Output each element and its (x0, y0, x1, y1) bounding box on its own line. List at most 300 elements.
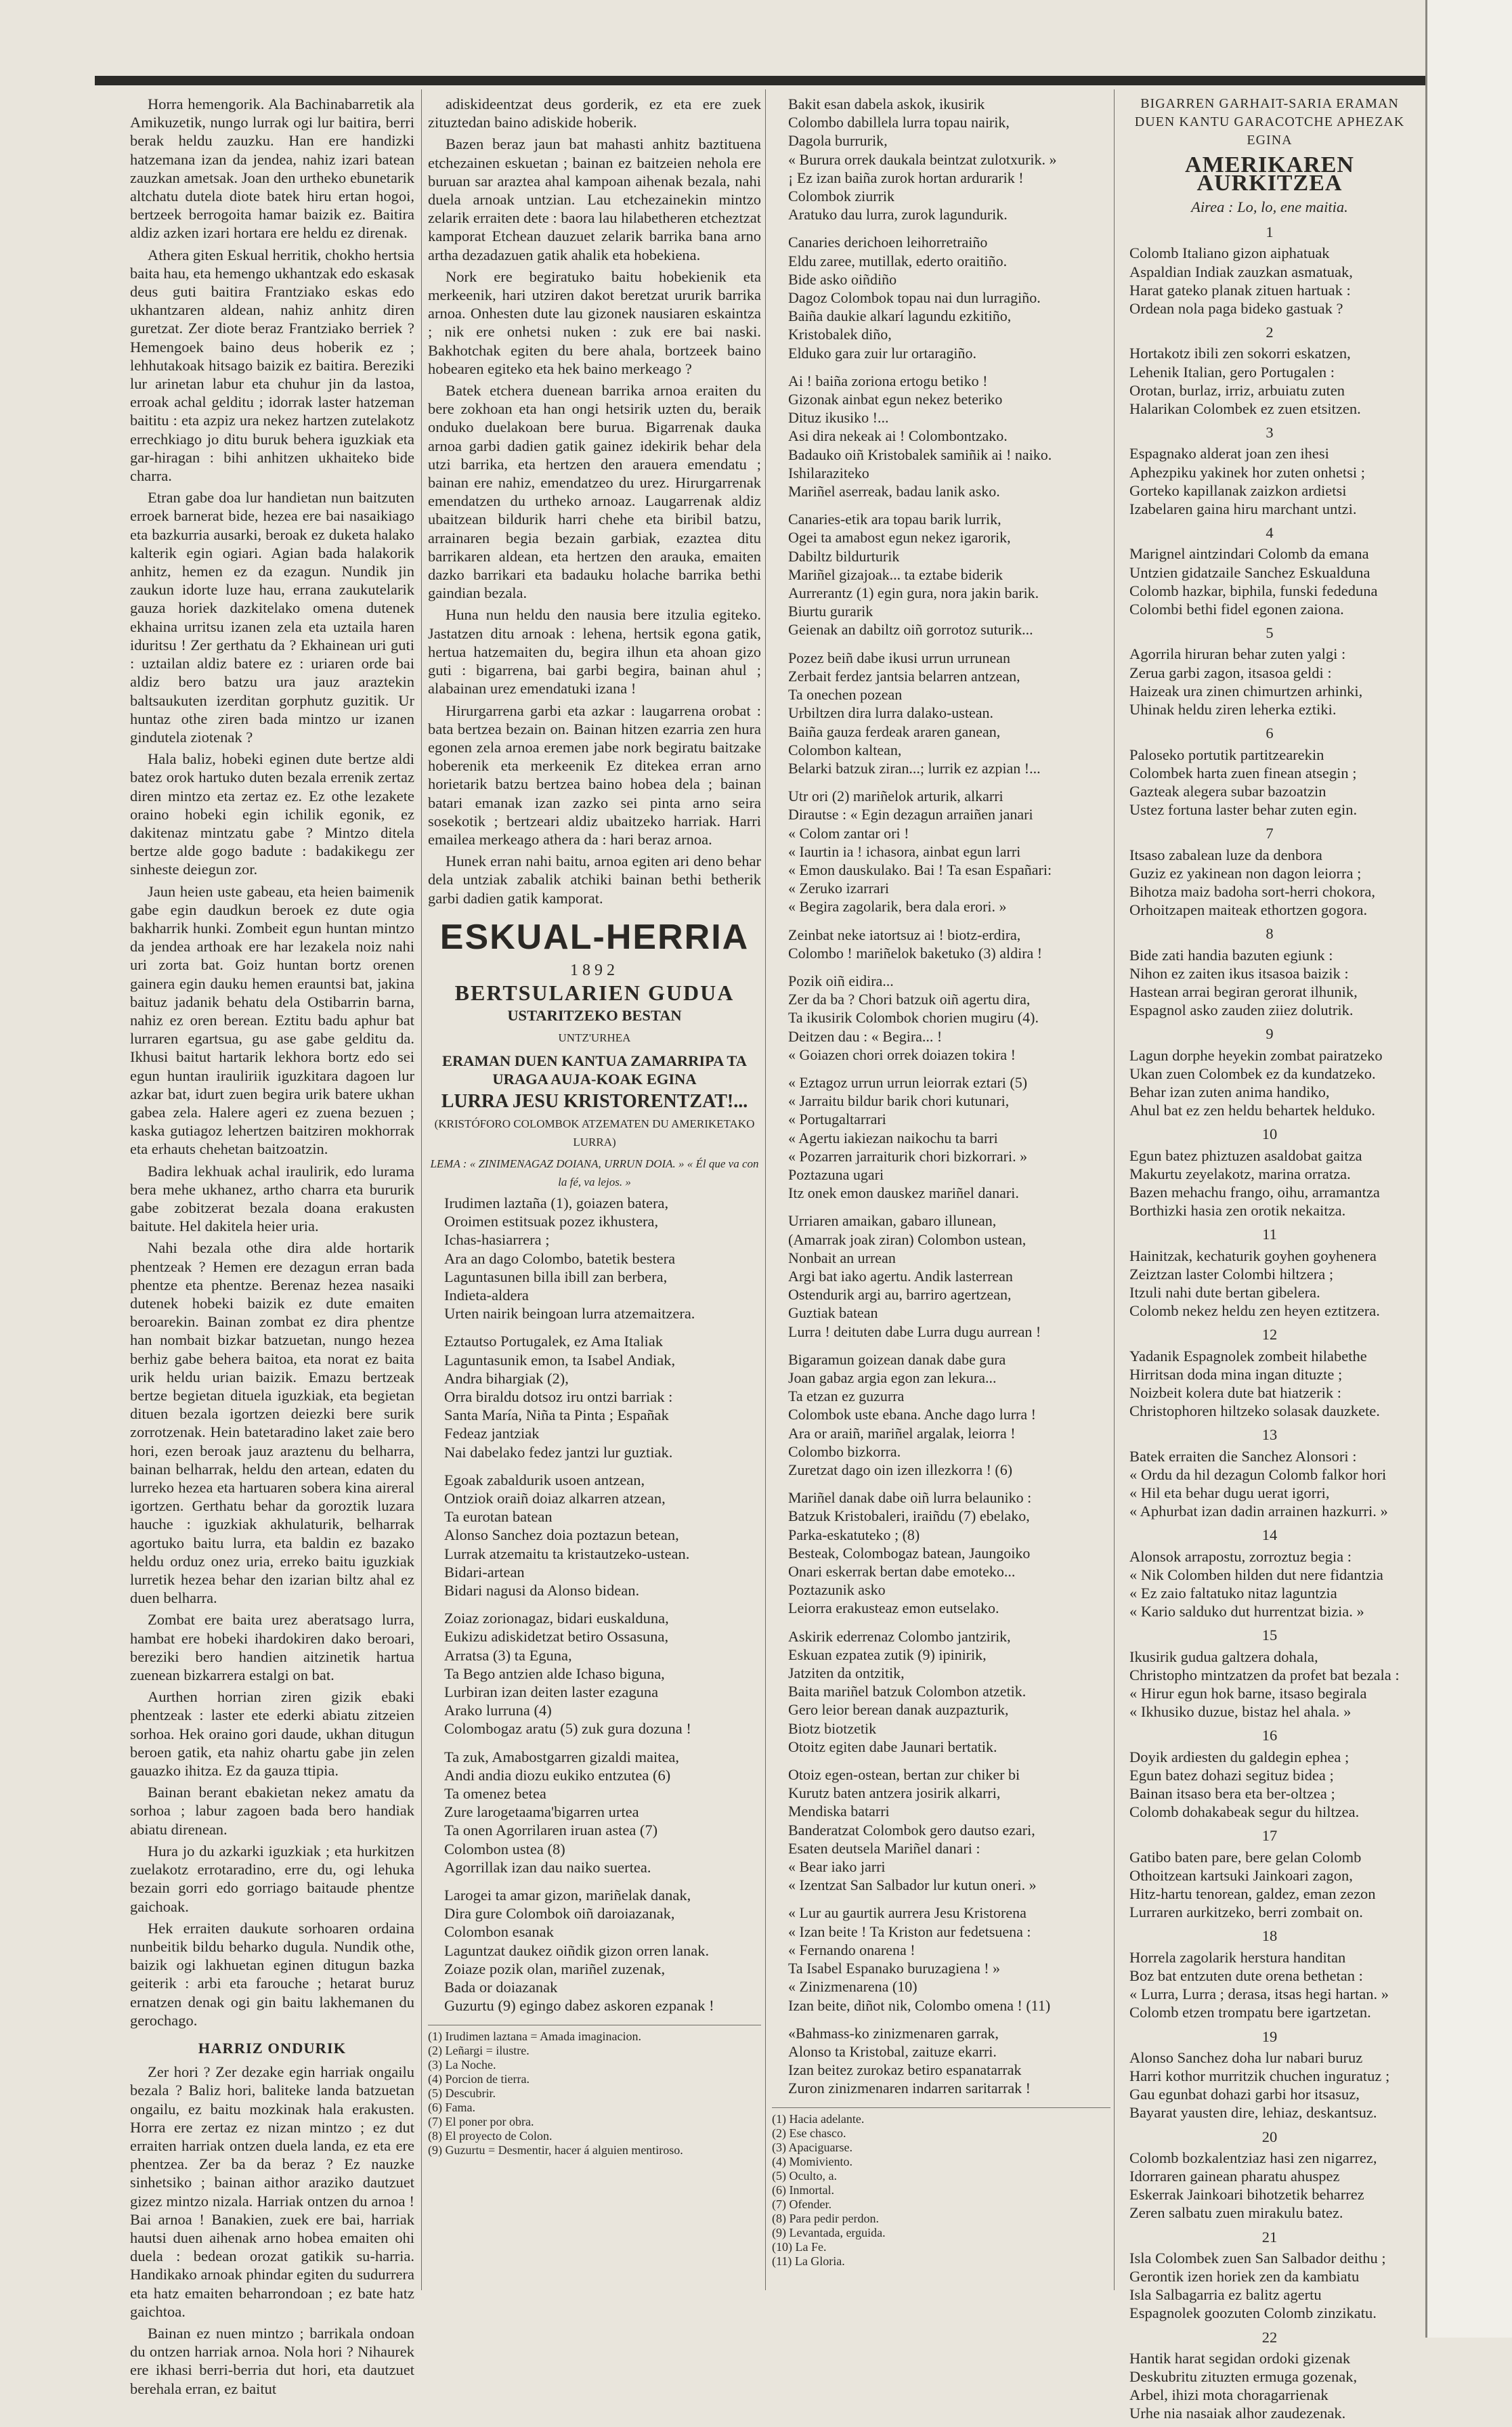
stanza-number: 15 (1261, 1627, 1278, 1644)
stanza-number: 9 (1266, 1025, 1274, 1043)
stanza-line: Gatibo baten pare, bere gelan Colomb (1129, 1848, 1362, 1866)
footnote: (3) Apaciguarse. (772, 2140, 852, 2154)
paragraph: Hek erraiten daukute sorhoaren ordaina nunbeitik bildu beharko dugula. Nundik othe, baizik ogi lakhuetan eginen ditugun bazka geiterik : arbi eta farouche ; hetarat buruz ernatzen denak ogi gin baitu lakhemanen du gerochago. (130, 1919, 414, 2029)
verse-line: Eukizu adiskidetzat betiro Ossasuna, (444, 1628, 669, 1646)
verse-line: Eldu zaree, mutillak, ederto oraitiño. (788, 252, 1008, 270)
verse (428, 1194, 761, 1323)
stanza-line: Deskubritu zituzten ermuga gozenak, (1129, 2367, 1358, 2385)
stanza (1119, 2349, 1421, 2423)
stanza-number: 3 (1266, 424, 1274, 442)
footnote: (4) Porcion de tierra. (428, 2071, 530, 2086)
stanza (1119, 1447, 1421, 1521)
stanza-line: « Nik Colomben hilden dut nere fidantzia (1129, 1566, 1383, 1583)
verse-line: Argi bat iako agertu. Andik lasterrean (788, 1267, 1013, 1285)
footnote: (10) La Fe. (772, 2239, 827, 2254)
verse-line: Indieta-aldera (444, 1286, 529, 1304)
stanza-line: Bihotza maiz badoha sort-herri chokora, (1129, 882, 1375, 900)
verse-line: Ta ikusirik Colombok chorien mugiru (4). (788, 1009, 1039, 1027)
verse-line: Lurra ! deituten dabe Lurra dugu aurrean ! (788, 1323, 1041, 1340)
stanza-line: Hirritsan doda mina ingan dituzte ; (1129, 1365, 1343, 1383)
verse-line: Parka-eskatuteko ; (8) (788, 1526, 920, 1543)
verse-line: Urten nairik beingoan lurra atzemaitzera. (444, 1305, 695, 1323)
verse-line: Guztiak batean (788, 1304, 878, 1322)
verse (428, 1471, 761, 1599)
verse-line: « Eztagoz urrun urrun leiorrak eztari (5) (788, 1073, 1028, 1091)
verse-line: « Burura orrek daukala beintzat zulotxurik. » (788, 150, 1057, 168)
verse-line: Mendiska batarri (788, 1803, 890, 1820)
verse-line: Kurutz baten antzera josirik alkarri, (788, 1784, 1001, 1802)
stanza-line: Hantik harat segidan ordoki gizenak (1129, 2349, 1351, 2367)
stanza-line: Orotan, burlaz, irriz, arbuiatu zuten (1129, 381, 1345, 399)
footnote: (6) Fama. (428, 2100, 475, 2114)
verse-line: Izan beitez zurokaz betiro espanatarrak (788, 2061, 1022, 2079)
verse-line: Andra bihargiak (2), (444, 1369, 569, 1387)
verse-line: Baiña daukie alkarí lagundu ezkitiño, (788, 307, 1012, 325)
verse-line: Dagoz Colombok topau nai dun lurragiño. (788, 289, 1041, 307)
verse-list (772, 95, 1110, 2098)
verse-line: Izan beite, diñot nik, Colombo omena ! (11) (788, 1996, 1051, 2014)
verse-line: Dabiltz bildurturik (788, 547, 900, 565)
verse-line: Zuretzat dago oin izen illezkorra ! (6) (788, 1461, 1013, 1479)
paragraph: Badira lekhuak achal iraulirik, edo lurama bera mehe ukhanez, artho charra eta bururik gabe zobitzerat bezala doana erakusten baitute. Hel dakitela heier uria. (130, 1162, 414, 1235)
verse-line: Nai dabelako fedez jantzi lur guztiak. (444, 1443, 673, 1461)
stanza-number: 17 (1261, 1827, 1278, 1845)
stanza (1119, 2048, 1421, 2122)
stanza-line: Christophoren hiltzeko solasak dauzkete. (1129, 1402, 1380, 1420)
verse-line: Ta onen Agorrilaren iruan asteа (7) (444, 1822, 658, 1839)
top-rule (95, 76, 1510, 85)
footnote: (7) El poner por obra. (428, 2114, 534, 2128)
verse-line: Gizonak ainbat egun nekez beteriko (788, 391, 1003, 408)
paragraph: Batek etchera duenean barrika arnoa eraiten du bere zokhoan eta han ongi hetsirik uzten du, beraik onduko duelakoan bere burua. Bigarrenak dauka arnoa garbi dadien gatik gainez idekirik behar dela utzi barrika, eta hertzen den arauera emendatu ; bainan ere nahiz, emendatzeo du urez. Hirurgarrenak emendatzen du urtheko arnoaz. Laugarrenak aldiz ubaitzean bildurik harri chehe eta biribil batzu, arrainaren begia bezain garbiak, ezaztea ditu barrikaren aldean, eta hertzen den arauka, emaiten dazko barrikari eta badauku holache barrika bethi gaindian bezala. (428, 382, 761, 602)
verse (772, 1904, 1110, 2014)
verse-line: « Begira zagolarik, bera dala erori. » (788, 898, 1007, 916)
verse-line: Otoiz egen-ostean, bertan zur chiker bi (788, 1766, 1020, 1784)
stanza-number: 16 (1261, 1727, 1278, 1744)
stanza-line: Colombek harta zuen finean atsegin ; (1129, 764, 1357, 781)
stanza-line: Makurtu zeyelakotz, marina orratza. (1129, 1165, 1351, 1182)
verse-line: Otoitz egiten dabe Jaunari bertatik. (788, 1738, 997, 1755)
verse-line: « Goiazen chori orrek doiazen tokira ! (788, 1046, 1016, 1063)
verse-line: Bigaramun goizean danak dabe gura (788, 1350, 1006, 1368)
footnote: (9) Levantada, erguida. (772, 2225, 886, 2239)
verse-line: « Portugaltarrari (788, 1111, 886, 1128)
song-subtitle: (KRISTÓFORO COLOMBOK ATZEMATEN DU AMERIKETAKO LURRA) (434, 1117, 755, 1149)
verse-line: Ta zuk, Amabostgarren gizaldi maitea, (444, 1748, 680, 1765)
verse-line: « Izentzat San Salbador lur kutun oneri. » (788, 1876, 1037, 1894)
verse-line: Bidari-artean (444, 1563, 525, 1581)
award-heading: ERAMAN DUEN KANTUA ZAMARRIPA TA URAGA AUJA-KOAK EGINA (441, 1052, 747, 1088)
verse-line: Onari eskerrak bertan dabe emoteko... (788, 1563, 1016, 1581)
verse-line: « Lur au gaurtik aurrera Jesu Kristorena (788, 1904, 1027, 1922)
stanza-line: Halarikan Colombek ez zuen etsitzen. (1129, 400, 1361, 418)
verse-line: Colombogaz aratu (5) zuk gura dozuna ! (444, 1720, 691, 1738)
verse-line: Ta onechen pozean (788, 686, 903, 704)
stanza-line: Hastean arrai begiran gerorat ilhunik, (1129, 983, 1358, 1000)
verse-line: Ta omenez betea (444, 1785, 546, 1803)
verse (428, 1609, 761, 1738)
verse-line: Ta Isabel Espanako buruzagiena ! » (788, 1960, 1001, 1977)
verse (772, 372, 1110, 500)
stanza-line: Lagun dorphe heyekin zombat pairatzeko (1129, 1046, 1383, 1064)
footnote: (6) Inmortal. (772, 2183, 834, 2197)
verse (772, 95, 1110, 223)
stanza-line: Ustez fortuna laster behar zuten egin. (1129, 801, 1358, 819)
verse-line: Arratsa (3) ta Eguna, (444, 1646, 572, 1664)
verse-line: Baiña gauza ferdeak araren ganean, (788, 723, 1001, 740)
verse-line: Dira gure Colombok oiñ daroiazanak, (444, 1905, 675, 1923)
stanza (1119, 1848, 1421, 1922)
verse-line: Lurrak atzemaitu ta kristautzeko-ustean. (444, 1545, 690, 1562)
verse-line: Asi dira nekeak ai ! Colombontzako. (788, 427, 1008, 445)
paragraph: Bainan berant ebakietan nekez amatu da sorhoa ; labur zagoen bada bero handiak abiatu direnean. (130, 1784, 414, 1838)
stanza-line: Harat gateko planak zituen hartuak : (1129, 281, 1351, 299)
verse-line: Ichas-hasiarrera ; (444, 1231, 550, 1249)
paragraph: Hura jo du azkarki iguzkiak ; eta hurkitzen zuelakotz errotaradino, erre du, ogi lehuka bezain gorri edo gorriago baitaude phentze gaichoak. (130, 1842, 414, 1915)
footnote: (4) Momiviento. (772, 2154, 852, 2168)
verse-line: Dagola burrurik, (788, 132, 888, 150)
paragraph: Bazen beraz jaun bat mahasti anhitz baztituena etchezainen eskuetan ; bainan ez baitzeien nehola ere buruan sar araztea ahal kampoan aihenak bezala, nahi duela arnoak untzian. Lau etchezainekin mintzo zelarik erraiten dete : baora lau hilabetheren etcheztzat kamporat Etchean dauzuet zelarik barrika bana arno artha dezadazuen gatik ahalik eta hobekiena. (428, 135, 761, 263)
verse-list (428, 1194, 761, 2015)
verse-line: Biurtu gurarik (788, 603, 873, 620)
stanza-line: Colomb nekez heldu zen heyen eztitzera. (1129, 1302, 1380, 1320)
stanza-line: Christopho mintzatzen da profet bat bezala : (1129, 1666, 1400, 1683)
verse-line: « Bear iako jarri (788, 1858, 886, 1876)
verse-line: Banderatzat Colombok gero dautso ezari, (788, 1821, 1035, 1839)
verse (772, 1211, 1110, 1340)
verse-line: Utr ori (2) mariñelok arturik, alkarri (788, 788, 1003, 805)
verse-line: Joan gabaz argia egon zan lekura... (788, 1369, 997, 1386)
verse-line: « Jarraitu bildur barik chori kutunari, (788, 1092, 1010, 1110)
verse-line: Aurrerantz (1) egin gura, nora jakin barik. (788, 584, 1039, 602)
stanza-line: « Hil eta behar dugu uerat igorri, (1129, 1484, 1330, 1502)
verse-line: Poztazunik asko (788, 1581, 886, 1599)
verse (428, 1332, 761, 1461)
verse (772, 1765, 1110, 1894)
stanza (1119, 2249, 1421, 2323)
stanza (1119, 1247, 1421, 1320)
verse-line: ¡ Ez izan baiña zurok hortan ardurarik ! (788, 169, 1024, 186)
stanza (1119, 1748, 1421, 1822)
stanza-line: Hitz-hartu tenorean, galdez, eman zezon (1129, 1885, 1376, 1903)
verse-line: Laguntzat daukez oiñdik gizon orren lanak. (444, 1941, 710, 1959)
verse-line: Ta eurotan batean (444, 1508, 553, 1526)
verse-line: Biotz biotzetik (788, 1719, 877, 1737)
stanza-number: 18 (1261, 1927, 1278, 1945)
verse-line: Canaries-etik ara topau barik lurrik, (788, 511, 1001, 528)
verse-line: Deitzen dau : « Begira... ! (788, 1027, 943, 1045)
paragraph: Bainan ez nuen mintzo ; barrikala ondoan du ontzen harriak arnoa. Nola hori ? Nihaurek ere ikhasi berri-berria dut hori, eta dautzuet berehala erran, ez baitut (130, 2324, 414, 2397)
verse-line: Andi andia diozu eukiko entzutea (6) (444, 1766, 671, 1784)
paragraph: Hunek erran nahi baitu, arnoa egiten ari deno behar dela untziak zabalik atchiki bainan bethi betherik garbi dadien gatik kamporat. (428, 853, 761, 907)
stanza-number: 14 (1261, 1526, 1278, 1544)
verse-line: (Amarrak joak ziran) Colombon ustean, (788, 1230, 1027, 1248)
stanza-number: 5 (1266, 624, 1274, 642)
verse-line: Larogei ta amar gizon, mariñelak danak, (444, 1887, 691, 1904)
stanza-number: 4 (1266, 524, 1274, 542)
stanza-line: Alonso Sanchez doha lur nabari buruz (1129, 2048, 1363, 2066)
footnote: (3) La Noche. (428, 2057, 496, 2071)
stanza-line: Haizeak ura zinen chimurtzen arhinki, (1129, 682, 1363, 700)
stanza-number: 7 (1266, 825, 1274, 842)
section-heading: BERTSULARIEN GUDUA (454, 980, 735, 1005)
verse-line: Laguntasunik emon, ta Isabel Andiak, (444, 1351, 676, 1369)
stanza-line: Colomb etzen trompatu bere igartzetan. (1129, 2004, 1371, 2021)
stanza-number: 6 (1266, 725, 1274, 742)
verse (772, 972, 1110, 1064)
verse-line: Colombo dabillela lurra topau nairik, (788, 114, 1010, 131)
stanza (1119, 1347, 1421, 1421)
verse-line: Eztautso Portugalek, ez Ama Italiak (444, 1333, 664, 1350)
verse-line: Mariñel gizajoak... ta eztabe biderik (788, 565, 1003, 583)
verse-line: Ontziok oraiñ doiaz alkarren atzean, (444, 1490, 666, 1507)
verse-line: Dituz ikusiko !... (788, 409, 889, 427)
verse (772, 1350, 1110, 1479)
footnote: (7) Ofender. (772, 2197, 831, 2211)
verse-line: Kristobalek diño, (788, 326, 892, 343)
paragraph: Aurthen horrian ziren gizik ebaki phentzeak : laster ete ederki abiatu zitzeien sorhoa. Hek oraino gori daude, ukhan ditugun beroen gatik, eta nahiz ohartu gabe jin zelen gauazko ihitza. Ez da gauza ttipia. (130, 1688, 414, 1780)
verse-line: Guzurtu (9) egingo dabez askoren ezpanak ! (444, 1997, 714, 2015)
paragraph: Nork ere begiratuko baitu hobekienik eta merkeenik, hari utziren dakot beretzat ururik barrika arnoa. Onhesten dute lau gizonek nausiaren eskaintza ; nik ere onhetsi nuken : zuk ere bai naski. Bakhotchak egiten du bere ahala, bortzeek baino hobearen egiteko eta hek baino merkeago ? (428, 267, 761, 377)
verse-line: Eskuan ezpatea zutik (9) ipinirik, (788, 1646, 987, 1663)
verse-line: Alonso Sanchez doia poztazun betean, (444, 1526, 679, 1544)
footnote: (2) Leñargi = ilustre. (428, 2043, 530, 2057)
stanza-line: Marignel aintzindari Colomb da emana (1129, 545, 1369, 563)
paragraph: Athera giten Eskual herritik, chokho hertsia baita hau, eta hemengo ukhantzak edo eskasak deus guti baitira Frantziako eskas edo ukhantzaren aldean, nahiz anhitz diren guretzat. Zer diote beraz Frantziako berriek ? Hemengoek baino deus hoberik ez ; lehhutakoak hitsago baizik ez baitira. Bereziki lur arinetan labur eta chuhur jin da lastoa, erroak achal gelditu ; idorrak laster hatzeman baititu : eta azpiz ura nekez hartzen zutelakotz errechkiago jo ditu buruk behera iguzkiak eta gar-hiragan : bihi anhitzen ukhaiteko bide charra. (130, 246, 414, 485)
stanza-number: 2 (1266, 324, 1274, 341)
verse-line: Bidari nagusi da Alonso bidean. (444, 1582, 640, 1599)
verse-line: « Fernando onarena ! (788, 1941, 915, 1958)
stanza-line: Othoitzean kartsuki Jainkoari zagon, (1129, 1866, 1353, 1884)
verse-line: « Emon dauskulako. Bai ! Ta esan Españari: (788, 861, 1052, 878)
stanza-line: Aphezpiku yakinek hor zuten onhetsi ; (1129, 463, 1366, 481)
verse-line: Orra biraldu dotsoz iru ontzi barriak : (444, 1388, 673, 1405)
stanza-line: Itzuli nahi dute bertan gibelera. (1129, 1283, 1320, 1301)
footnotes (772, 2107, 1110, 2269)
verse-line: Dirautse : « Egin dezagun arraiñen janari (788, 806, 1033, 823)
stanza-line: Zeiztzan laster Colombi hiltzera ; (1129, 1265, 1334, 1283)
verse-line: « Pozarren jarraiturik chori bizkorrari. » (788, 1147, 1028, 1165)
footnote: (1) Irudimen laztana = Amada imaginacion. (428, 2029, 642, 2043)
stanza-line: Bayarat yausten dire, lehiaz, deskantsuz. (1129, 2104, 1377, 2122)
paragraph: adiskideentzat deus gorderik, ez eta ere zuek zituztedan baino adiskide hoberik. (428, 95, 761, 131)
stanza-line: Izabelaren gaina hiru marchant untzi. (1129, 500, 1357, 518)
verse-line: Bada or doiazanak (444, 1979, 558, 1996)
stanza (1119, 2149, 1421, 2222)
verse-line: « Colom zantar ori ! (788, 824, 909, 842)
verse (772, 1627, 1110, 1756)
stanza-line: Orhoitzapen maiteak ethortzen gogora. (1129, 901, 1368, 919)
verse-line: Geienak an dabiltz oiñ gorrotoz suturik... (788, 621, 1033, 639)
paragraph: Zombat ere baita urez aberatsago lurra, hambat ere hobeki ihardokiren dako beroari, bereziki bero handien aitzinetik hartua zuenean bizkarrera estalgi on bat. (130, 1611, 414, 1684)
verse-line: Colombo ! mariñelok baketuko (3) aldira ! (788, 944, 1043, 962)
stanza-line: Untzien gidatzaile Sanchez Eskualduna (1129, 563, 1370, 581)
verse-line: Oroimen estitsuak pozez ikhustera, (444, 1213, 659, 1230)
verse-line: Colombok uste ebana. Anche dago lurra ! (788, 1406, 1036, 1423)
verse-line: Belarki batzuk ziran...; lurrik ez azpian !... (788, 759, 1041, 777)
verse-line: Laguntasunen billa ibill zan berbera, (444, 1268, 668, 1285)
verse-line: Zer da ba ? Chori batzuk oiñ agertu dira, (788, 991, 1031, 1008)
stanza (1119, 1547, 1421, 1621)
stanza-line: Yadanik Espagnolek zombeit hilabethe (1129, 1347, 1367, 1365)
stanza-number: 8 (1266, 925, 1274, 943)
footnote: (8) Para pedir perdon. (772, 2211, 879, 2225)
verse-line: Canaries derichoen leihorretraiño (788, 234, 988, 251)
stanza-line: Aspaldian Indiak zauzkan asmatuak, (1129, 263, 1353, 280)
verse-line: Nonbait an urrean (788, 1249, 896, 1266)
verse-line: « Izan beite ! Ta Kriston aur fedetsuena : (788, 1923, 1031, 1940)
verse-line: Lurbiran izan deiten laster ezaguna (444, 1683, 659, 1701)
paragraph: Etran gabe doa lur handietan nun baitzuten erroek barnerat bide, hezea ere bai nasaikiago eta bazkurria ausarki, beroak ez duketa halako kalterik egin ogiari. Agian bada halakorik anhitz, hemen ez da ezagun. Nundik jin zaukun idorte luze hau, errana zaukutelarik gauza horiek dazkitelako omena dutenek ekhaina urritsu izanen zela eta uztaila haren iduritsu ! Zer gerthatu da ? Ekhainean uri guti : uztailan aldiz batere ez : uriaren orde bai aldiz bero batzu ura jauz araztekin baltsaukuten izerditan gorphutz guzitik. Ur huntaz othe ziren bada mintzo ur izanen gindutela ziotenak ? (130, 489, 414, 746)
stanza-line: Bainan itsaso bera eta ber-oltzea ; (1129, 1785, 1335, 1803)
stanza (1119, 1948, 1421, 2022)
column-divider (765, 89, 766, 2290)
verse-line: Ishilaraziteko (788, 464, 869, 481)
stanza-line: Colombi bethi fidel egonen zaiona. (1129, 601, 1344, 618)
verse-line: Mariñel aserreak, badau lanik asko. (788, 483, 1000, 500)
verse-line: « Zinizmenarena (10) (788, 1978, 917, 1996)
verse-line: Zure larogetaama'bigarren urtea (444, 1803, 639, 1821)
verse-line: « Zeruko izarrari (788, 880, 890, 897)
stanza-line: Colomb bozkalentziaz hasi zen nigarrez, (1129, 2149, 1377, 2166)
stanza-line: Hainitzak, kechaturik goyhen goyhenera (1129, 1247, 1377, 1264)
verse (428, 1748, 761, 1876)
subheading: USTARITZEKO BESTAN (507, 1007, 682, 1025)
verse-line: Ta Bego antzien alde Ichaso biguna, (444, 1664, 665, 1682)
verse-line: Fedeaz jantziak (444, 1425, 540, 1442)
stanza-number: 12 (1261, 1326, 1278, 1344)
verse-line: Bakit esan dabela askok, ikusirik (788, 95, 985, 112)
stanza-line: Doyik ardiesten du galdegin ephea ; (1129, 1748, 1349, 1765)
paragraph: Nahi bezala othe dira alde hortarik phentzeak ? Hemen ere dezagun erran bada phentze eta phentze. Berenaz hezea nasaiki dutenek hobeki baizik ez dute emaiten beroarekin. Bainan zombat ez dira phentze han nombait bizkar batzuetan, nungo hezea berhiz gabe behera baitoa, eta norat ez baita urik heldu urian baizik. Emazu bertzeak bertze begietan dituela iguzkiak, eta begietan dituen bezala igortzen deiezki bere surik zorrotzenak. Hein batetaradino laket zaie bero hori, ezen beroak jauz araztenu du belharra, bainan belharrak, heldu den artean, edaten du lurreko hezea eta hartuaren sobera kina aireral igortzen. Gerthatu behar da goroztik luzara hauche : iguzkiak akhulaturik, belharrak agortuko baitu lurra, eta baldin ez bazako heldu orduz onez uria, erreko baitu iguzkiak lurretik hezea behar den izarian biltz ahal ez duen belharra. (130, 1239, 414, 1607)
song-title: LURRA JESU KRISTORENTZAT!... (441, 1090, 748, 1112)
verse (772, 510, 1110, 639)
column-4 (1119, 95, 1421, 2427)
stanza-line: Uhinak heldu ziren leherka eztiki. (1129, 701, 1337, 718)
verse-line: Ai ! baiña zoriona ertogu betiko ! (788, 372, 988, 389)
stanza-line: Bide zati handia bazuten egiunk : (1129, 946, 1333, 964)
stanza (1119, 344, 1421, 418)
verse-line: Zeinbat neke iatortsuz ai ! biotz-erdira, (788, 926, 1021, 943)
stanza-line: Guziz ez yakinean non dagon leiorra ; (1129, 864, 1362, 882)
stanza-line: Noizbeit kolera dute bat hiatzerik : (1129, 1384, 1342, 1401)
stanza-line: Colomb Italiano gizon aiphatuak (1129, 244, 1330, 262)
stanza-number: 22 (1261, 2328, 1278, 2346)
verse-line: Ara an dago Colombo, batetik bestera (444, 1249, 676, 1267)
footnote: (5) Descubrir. (428, 2086, 496, 2100)
verse-line: Ogei ta amabost egun nekez igarorik, (788, 529, 1011, 546)
verse-line: Ara or araiñ, mariñel argalak, leiorra ! (788, 1424, 1016, 1442)
verse-line: Itz onek emon dauskez mariñel danari. (788, 1184, 1019, 1202)
stanza-line: Colomb hazkar, biphila, funski fededuna (1129, 582, 1378, 599)
adjacent-page-edge (1425, 0, 1512, 2338)
stanza (1119, 946, 1421, 1020)
paragraph: Horra hemengorik. Ala Bachinabarretik ala Amikuzetik, nungo lurrak ogi lur baitira, berri berak heldu zauzku. Han ere handizki hatzemana izan da jendea, nahiz izari batean zauzkan ametsak. Joan den urtheko ebunetarik altchatu dutela diote batek hiru ertan hogoi, bertzeek berrogoita hamar baizik ez. Baitira aldiz azken izari hortara ere heldu ez direnak. (130, 95, 414, 242)
verse-line: Esaten deutsela Mariñel danari : (788, 1839, 980, 1857)
footnote: (5) Oculto, a. (772, 2168, 837, 2183)
stanza (1119, 1648, 1421, 1721)
verse-line: Askirik ederrenaz Colombo jantzirik, (788, 1627, 1011, 1645)
award-label: UNTZ'URHEA (558, 1031, 631, 1045)
verse-line: Colombon ustea (8) (444, 1840, 565, 1857)
stanza-line: Lurraren aurkitzeko, berri zombait on. (1129, 1904, 1363, 1921)
stanza (1119, 846, 1421, 920)
verse-line: Leiorra erakusteaz emon eutselako. (788, 1599, 999, 1617)
stanza-number: 1 (1266, 223, 1274, 241)
verse-line: « Iaurtin ia ! ichasora, ainbat egun larri (788, 842, 1021, 860)
stanza (1119, 1146, 1421, 1220)
verse-line: Alonso ta Kristobal, zaituze ekarri. (788, 2042, 997, 2060)
stanza-line: Zeren salbatu zuen mirakulu batez. (1129, 2204, 1343, 2222)
stanza-line: Batek erraiten die Sanchez Alonsori : (1129, 1447, 1357, 1465)
stanza (1119, 444, 1421, 518)
verse-line: Ta etzan ez guzurra (788, 1388, 905, 1405)
column-divider (1114, 89, 1115, 2290)
stanza-line: Harri kothor murritzik chuchen inguratuz ; (1129, 2067, 1390, 2084)
stanza (1119, 244, 1421, 318)
stanza-line: Paloseko portutik partitzearekin (1129, 746, 1324, 763)
verse-line: Gero leior berean danak auzpazturik, (788, 1701, 1009, 1719)
stanza-line: « Lurra, Lurra ; derasa, itsas hegi hartan. » (1129, 1985, 1389, 2003)
footnote: (8) El proyecto de Colon. (428, 2128, 553, 2143)
verse-line: Pozez beiñ dabe ikusi urrun urrunean (788, 649, 1011, 666)
song-air: Airea : Lo, lo, ene maitia. (1191, 198, 1348, 216)
stanza (1119, 544, 1421, 618)
verse-line: Batzuk Kristobaleri, iraiñdu (7) ebelako, (788, 1507, 1030, 1525)
stanza-line: Zerua garbi zagon, itsasoa geldi : (1129, 664, 1332, 681)
stanza-line: Ordean nola paga bideko gastuak ? (1129, 300, 1343, 318)
stanza-number: 11 (1262, 1226, 1277, 1243)
verse (772, 649, 1110, 777)
stanza-number: 10 (1261, 1125, 1278, 1143)
stanza-line: « Ikhusiko duzue, bistaz hel ahala. » (1129, 1703, 1352, 1721)
stanza-line: Isla Salbagarria ez balitz agertu (1129, 2286, 1322, 2304)
footnote: (2) Ese chasco. (772, 2126, 846, 2140)
verse (428, 1886, 761, 2015)
paragraph: Hala baliz, hobeki eginen dute bertze aldi batez orok hartuko duten bezala errenik zertaz diren mintzo eta zertaz ez. Ez othe lezakete oraino hobeki egin ichilik egonik, ez dakitenaz mintzatu gabe ? Mintzo ditela bertze alde gogo badute : badakikegu zer sinheste deiegun zor. (130, 750, 414, 878)
column-3 (772, 95, 1110, 2269)
stanza-line: Borthizki hasia zen orotik nekaitza. (1129, 1202, 1346, 1220)
stanza (1119, 746, 1421, 819)
verse (772, 926, 1110, 962)
verse-line: Aratuko dau lurra, zurok lagundurik. (788, 206, 1008, 223)
verse-line: «Bahmass-ko zinizmenaren garrak, (788, 2024, 999, 2042)
stanza-line: Bazen mehachu frango, oihu, arramantza (1129, 1183, 1380, 1201)
footnote: (11) La Gloria. (772, 2254, 845, 2268)
stanza-line: Colomb dohakabeak segur du hiltzea. (1129, 1803, 1360, 1821)
stanza-line: Gazteak alegera subar bazoatzin (1129, 782, 1326, 800)
stanza-line: Ikusirik gudua galtzera dohala, (1129, 1648, 1318, 1665)
stanza-number: 20 (1261, 2128, 1278, 2145)
footnotes (428, 2025, 761, 2157)
verse-line: Egoak zabaldurik usoen antzean, (444, 1471, 645, 1488)
verse-line: Colombon kaltean, (788, 741, 902, 758)
verse (772, 1488, 1110, 1617)
paragraph: Jaun heien uste gabeau, eta heien baimenik gabe egin daudkun beroek ez dute ogia bakharrik hunki. Zombeit egun huntan mintzo da jendea arthoak ere har lezakela noiz nahi uri zorta bat. Goiz huntan bortz orenen gainera egin dauku hemen erauntsi bat, jakina baituz jadanik behatu dela Ostibarrin barna, nahiz ez oren berean. Eztitu badu aphur bat lurraren egartsua, gu ase gabe gelditu da. Ikhusi baitut hartarik lekhora bortz edo sei egun huntan irauliriik iguzkitara dagoen lur azkar bat, idurt zuen begira urik batere ukhan gabea zela. Halere ageri ez zuena bezuen ; kaska gutiagoz lehertzen baitziren mokhorrak eta erhauts chehetan baitzoatzin. (130, 882, 414, 1158)
footnote: (1) Hacia adelante. (772, 2111, 865, 2126)
stanza-line: Eskerrak Jainkoari bihotzetik beharrez (1129, 2186, 1364, 2204)
verse (772, 1073, 1110, 1202)
paragraph: Zer hori ? Zer dezake egin harriak ongailu bezala ? Baliz hori, baliteke landa batzuetan ongailu, ez baitu mozkinak hala erakusten. Horra ere zertaz ez nizan mintzo ; ez dut erraiten harriak ontzen duela landa, ez eta ere phentzea. Zer ba da beraz ? Ez nauzke sinhetsiko ; bainan aithor araziko dautzuet gizez mintzo nizala. Harriak ontzen du arnoa ! Bai arnoa ! Banakien, zuek ere bai, harriak hautsi duen aihenak arno hobea emaiten ohi duela : bedean orozat gatikik su-harria. Handikako arnoak phindar egiten du sudurrera eta hatz emaiten beharrondoan ; ez bate hatz gaichtoa. (130, 2063, 414, 2320)
verse-line: Mariñel danak dabe oiñ lurra belauniko : (788, 1489, 1032, 1507)
stanza-line: Espagnol asko zauden ziiez dolutrik. (1129, 1002, 1354, 1019)
verse-line: Colombok ziurrik (788, 188, 895, 205)
verse (772, 787, 1110, 916)
stanza-line: Isla Colombek zuen San Salbador deithu ; (1129, 2249, 1386, 2267)
stanza-line: Horrela zagolarik herstura handitan (1129, 1948, 1346, 1966)
verse-line: « Agertu iakiezan naikochu ta barri (788, 1129, 998, 1146)
verse-line: Urbiltzen dira lurra dalako-ustean. (788, 704, 993, 722)
